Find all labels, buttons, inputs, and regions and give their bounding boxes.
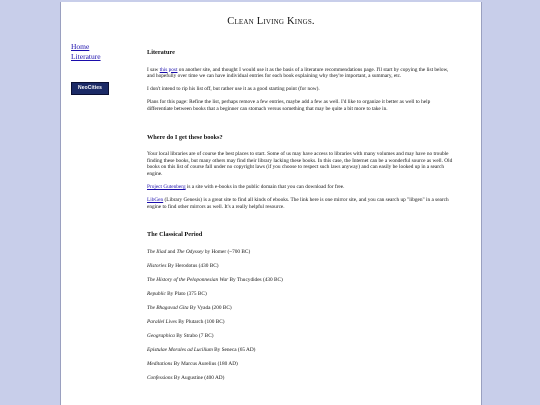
nav-menu [71,42,101,61]
book-item: Histories By Herodotus (430 BC) [147,262,219,269]
paragraph-2: I don't intend to rip his list off, but rather use it as a good starting point (for now). [147,86,320,93]
classical-heading: The Classical Period [147,231,203,239]
book-item: Confessions By Augustine (400 AD) [147,374,225,381]
book-item: Meditations By Marcus Aurelius (180 AD) [147,360,238,367]
gutenberg-paragraph: Project Gutenberg is a site with e-books in the public domain that you can download for free. [147,184,345,191]
libgen-paragraph: LibGen (Library Genesis) is a great site to find all kinds of ebooks. The link here is one mirror site, and you can search up "libgen" in a search engine to find other mirrors as well. It's a really helpful resource. [147,197,449,210]
book-item: The Iliad and The Odyssey by Homer (~700 BC) [147,248,251,255]
page-container [60,2,482,405]
book-item: Republic By Plato (375 BC) [147,290,207,297]
book-item: The Bhagavad Gita By Vyada (200 BC) [147,304,232,311]
intro-paragraph: I saw this post on another site, and thought I would use it as the basis of a literature recommendations page. I'll start by copying the list below, and hopefully over time we can have individual entries for each book explaining why they're important, a summary, etc. [147,66,449,80]
page-heading: Literature [147,49,175,56]
main-content [147,50,453,389]
book-item: Parallel Lives By Plutarch (100 BC) [147,318,225,325]
libraries-paragraph: Your local libraries are of course the best places to start. Some of us may have access to libraries with many volumes and may have no trouble finding these books, but many others may find their library lacking these books. In this case, the Internet can be a wonderful source as well. Old books on this list of course fall under no copyright laws (if you choose to respect such laws anyway) and can easily be looked up in a search engine. [147,151,453,177]
where-heading: Where do I get these books? [147,133,223,141]
site-title: Clean Living Kings. [227,16,315,27]
libgen-link[interactable]: LibGen [147,197,164,204]
nav-literature-link[interactable]: Literature [71,51,101,61]
book-item: The History of the Peloponnesian War By Thucydides (430 BC) [147,276,283,283]
gutenberg-link[interactable]: Project Gutenberg [147,184,186,191]
book-item: Geographica By Strabo (7 BC) [147,332,214,339]
book-item: Epistulae Morales ad Lucilium By Seneca (65 AD) [147,346,256,353]
paragraph-3: Plans for this page: Refine the list, perhaps remove a few entries, maybe add a few as well. I'd like to organize it better as well to help differentiate between books that a beginner can stomach versus something that may be quite a bit more to take in. [147,99,431,112]
neocities-badge[interactable]: NeoCities [71,82,109,95]
nav-home-link[interactable]: Home [71,42,90,51]
book-list [147,249,453,381]
this-post-link[interactable]: this post [159,66,178,73]
